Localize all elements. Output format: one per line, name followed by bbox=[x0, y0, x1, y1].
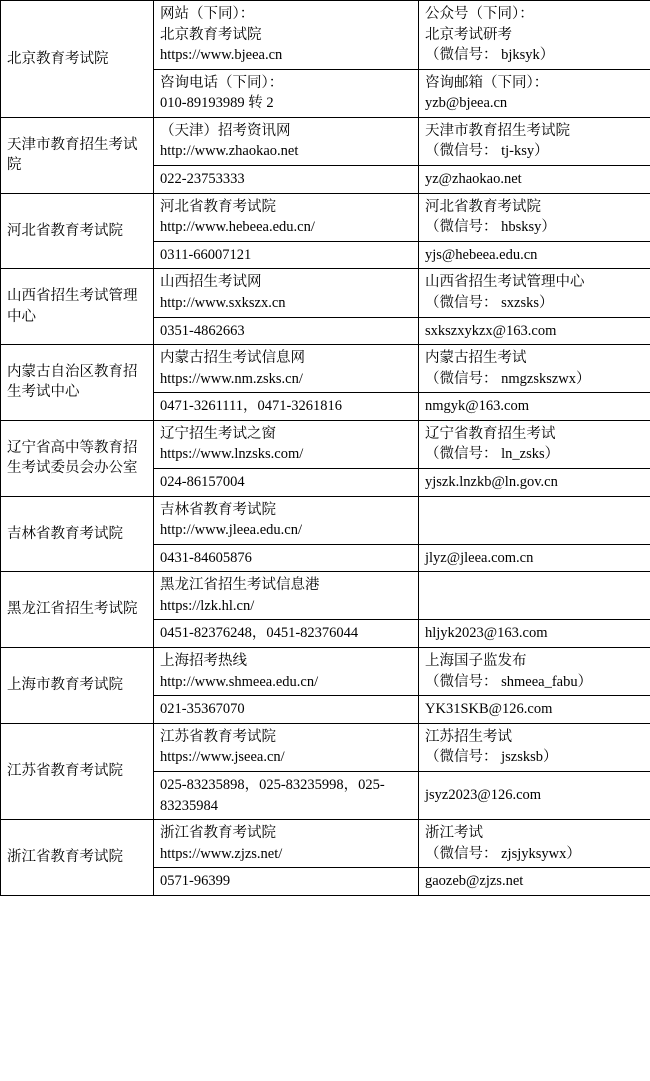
wechat-id: （微信号： tj-ksy） bbox=[425, 143, 549, 160]
website-cell bbox=[154, 820, 419, 868]
website-url[interactable]: http://www.sxkszx.cn bbox=[160, 294, 286, 311]
website-name: 吉林省教育考试院 bbox=[160, 501, 276, 518]
table-row bbox=[1, 820, 650, 868]
email-address[interactable]: hljyk2023@163.com bbox=[425, 625, 548, 642]
phone-number: 0571-96399 bbox=[160, 873, 231, 890]
website-name: 山西招生考试网 bbox=[160, 274, 262, 291]
wechat-cell bbox=[419, 1, 650, 70]
email-address[interactable]: jlyz@jleea.com.cn bbox=[425, 549, 534, 566]
wechat-name: 天津市教育招生考试院 bbox=[425, 122, 570, 139]
table-row bbox=[1, 269, 650, 317]
email-address[interactable]: yz@zhaokao.net bbox=[425, 171, 522, 188]
website-cell bbox=[154, 193, 419, 241]
wechat-cell bbox=[419, 420, 650, 468]
phone-cell bbox=[154, 868, 419, 896]
website-name: 浙江省教育考试院 bbox=[160, 825, 276, 842]
website-cell bbox=[154, 648, 419, 696]
phone-cell bbox=[154, 317, 419, 345]
phone-cell bbox=[154, 620, 419, 648]
email-cell bbox=[419, 696, 650, 724]
organization-name: 北京教育考试院 bbox=[1, 1, 154, 118]
email-address[interactable]: gaozeb@zjzs.net bbox=[425, 873, 524, 890]
phone-number: 021-35367070 bbox=[160, 701, 245, 718]
website-name: 江苏省教育考试院 bbox=[160, 728, 276, 745]
phone-number: 010-89193989 转 2 bbox=[160, 95, 274, 112]
website-url[interactable]: https://www.bjeea.cn bbox=[160, 47, 283, 64]
website-cell bbox=[154, 723, 419, 771]
email-cell bbox=[419, 620, 650, 648]
wechat-cell bbox=[419, 820, 650, 868]
organization-name: 山西省招生考试管理中心 bbox=[1, 269, 154, 345]
website-url[interactable]: https://lzk.hl.cn/ bbox=[160, 597, 255, 614]
wechat-name: 上海国子监发布 bbox=[425, 653, 527, 670]
email-cell bbox=[419, 69, 650, 117]
email-cell bbox=[419, 166, 650, 194]
website-cell bbox=[154, 496, 419, 544]
phone-cell bbox=[154, 393, 419, 421]
wechat-label: 公众号（下同）： bbox=[425, 6, 534, 22]
email-address[interactable]: YK31SKB@126.com bbox=[425, 701, 553, 718]
phone-label: 咨询电话（下同）： bbox=[160, 74, 284, 91]
phone-cell bbox=[154, 696, 419, 724]
website-cell bbox=[154, 1, 419, 70]
wechat-cell bbox=[419, 648, 650, 696]
website-cell bbox=[154, 572, 419, 620]
email-cell bbox=[419, 393, 650, 421]
email-cell bbox=[419, 544, 650, 572]
email-address[interactable]: sxkszxykzx@163.com bbox=[425, 322, 557, 339]
wechat-cell bbox=[419, 117, 650, 165]
email-cell bbox=[419, 317, 650, 345]
email-address[interactable]: yjs@hebeea.edu.cn bbox=[425, 246, 538, 263]
website-url[interactable]: http://www.hebeea.edu.cn/ bbox=[160, 219, 315, 236]
phone-cell bbox=[154, 771, 419, 819]
organization-name: 天津市教育招生考试院 bbox=[1, 117, 154, 193]
wechat-cell bbox=[419, 345, 650, 393]
table-row bbox=[1, 648, 650, 696]
wechat-id: （微信号： bjksyk） bbox=[425, 47, 555, 64]
wechat-name: 辽宁省教育招生考试 bbox=[425, 425, 556, 442]
phone-cell bbox=[154, 468, 419, 496]
email-address[interactable]: jsyz2023@126.com bbox=[425, 787, 542, 804]
organization-name: 吉林省教育考试院 bbox=[1, 496, 154, 572]
table-row bbox=[1, 420, 650, 468]
phone-cell bbox=[154, 544, 419, 572]
phone-cell bbox=[154, 166, 419, 194]
website-url[interactable]: http://www.shmeea.edu.cn/ bbox=[160, 673, 319, 690]
phone-cell bbox=[154, 69, 419, 117]
website-name: 黑龙江省招生考试信息港 bbox=[160, 577, 320, 594]
organization-name: 上海市教育考试院 bbox=[1, 648, 154, 724]
wechat-id: （微信号： shmeea_fabu） bbox=[425, 673, 593, 690]
email-address[interactable]: yzb@bjeea.cn bbox=[425, 95, 508, 112]
website-label: 网站（下同）： bbox=[160, 6, 255, 22]
website-cell bbox=[154, 117, 419, 165]
email-cell bbox=[419, 868, 650, 896]
organization-name: 浙江省教育考试院 bbox=[1, 820, 154, 896]
wechat-id: （微信号： hbsksy） bbox=[425, 219, 556, 236]
table-row bbox=[1, 117, 650, 165]
website-name: 河北省教育考试院 bbox=[160, 198, 276, 215]
wechat-cell bbox=[419, 193, 650, 241]
wechat-id: （微信号： sxzsks） bbox=[425, 294, 554, 311]
website-name: 辽宁招生考试之窗 bbox=[160, 425, 276, 442]
phone-number: 0471-3261111，0471-3261816 bbox=[160, 398, 343, 415]
website-cell bbox=[154, 420, 419, 468]
wechat-id: （微信号： jszsksb） bbox=[425, 749, 558, 766]
email-cell bbox=[419, 468, 650, 496]
phone-number: 022-23753333 bbox=[160, 171, 245, 188]
table-row bbox=[1, 1, 650, 70]
website-name: 北京教育考试院 bbox=[160, 26, 262, 43]
phone-number: 0351-4862663 bbox=[160, 322, 245, 339]
table-row bbox=[1, 572, 650, 620]
organization-name: 河北省教育考试院 bbox=[1, 193, 154, 269]
phone-number: 0431-84605876 bbox=[160, 549, 252, 566]
email-address[interactable]: yjszk.lnzkb@ln.gov.cn bbox=[425, 473, 558, 490]
wechat-id: （微信号： ln_zsks） bbox=[425, 446, 560, 463]
website-cell bbox=[154, 269, 419, 317]
wechat-name: 浙江考试 bbox=[425, 825, 483, 842]
wechat-cell bbox=[419, 572, 650, 620]
email-cell bbox=[419, 771, 650, 819]
table-row bbox=[1, 496, 650, 544]
wechat-name: 北京考试研考 bbox=[425, 26, 512, 43]
phone-number: 0451-82376248，0451-82376044 bbox=[160, 625, 359, 642]
wechat-name: 河北省教育考试院 bbox=[425, 198, 541, 215]
table-row bbox=[1, 723, 650, 771]
website-url[interactable]: http://www.jleea.edu.cn/ bbox=[160, 522, 303, 539]
phone-number: 025-83235898，025-83235998，025-83235984 bbox=[160, 776, 385, 814]
phone-number: 0311-66007121 bbox=[160, 246, 252, 263]
email-label: 咨询邮箱（下同）： bbox=[425, 74, 549, 91]
organization-name: 内蒙古自治区教育招生考试中心 bbox=[1, 345, 154, 421]
website-url[interactable]: http://www.zhaokao.net bbox=[160, 143, 299, 160]
organization-name: 辽宁省高中等教育招生考试委员会办公室 bbox=[1, 420, 154, 496]
wechat-id: （微信号： zjsjyksywx） bbox=[425, 845, 581, 862]
wechat-id: （微信号： nmgzskszwx） bbox=[425, 370, 591, 387]
table-row bbox=[1, 193, 650, 241]
website-name: （天津）招考资讯网 bbox=[160, 122, 291, 139]
website-url[interactable]: https://www.lnzsks.com/ bbox=[160, 446, 304, 463]
wechat-cell bbox=[419, 496, 650, 544]
organization-name: 江苏省教育考试院 bbox=[1, 723, 154, 819]
wechat-name: 江苏招生考试 bbox=[425, 728, 512, 745]
wechat-name: 山西省招生考试管理中心 bbox=[425, 274, 585, 291]
email-cell bbox=[419, 241, 650, 269]
website-url[interactable]: https://www.zjzs.net/ bbox=[160, 845, 283, 862]
website-url[interactable]: https://www.nm.zsks.cn/ bbox=[160, 370, 303, 387]
website-name: 内蒙古招生考试信息网 bbox=[160, 350, 305, 367]
phone-number: 024-86157004 bbox=[160, 473, 245, 490]
email-address[interactable]: nmgyk@163.com bbox=[425, 398, 529, 415]
wechat-name: 内蒙古招生考试 bbox=[425, 350, 527, 367]
website-name: 上海招考热线 bbox=[160, 653, 247, 670]
organization-name: 黑龙江省招生考试院 bbox=[1, 572, 154, 648]
website-cell bbox=[154, 345, 419, 393]
wechat-cell bbox=[419, 269, 650, 317]
phone-cell bbox=[154, 241, 419, 269]
wechat-cell bbox=[419, 723, 650, 771]
table-row bbox=[1, 345, 650, 393]
website-url[interactable]: https://www.jseea.cn/ bbox=[160, 749, 285, 766]
